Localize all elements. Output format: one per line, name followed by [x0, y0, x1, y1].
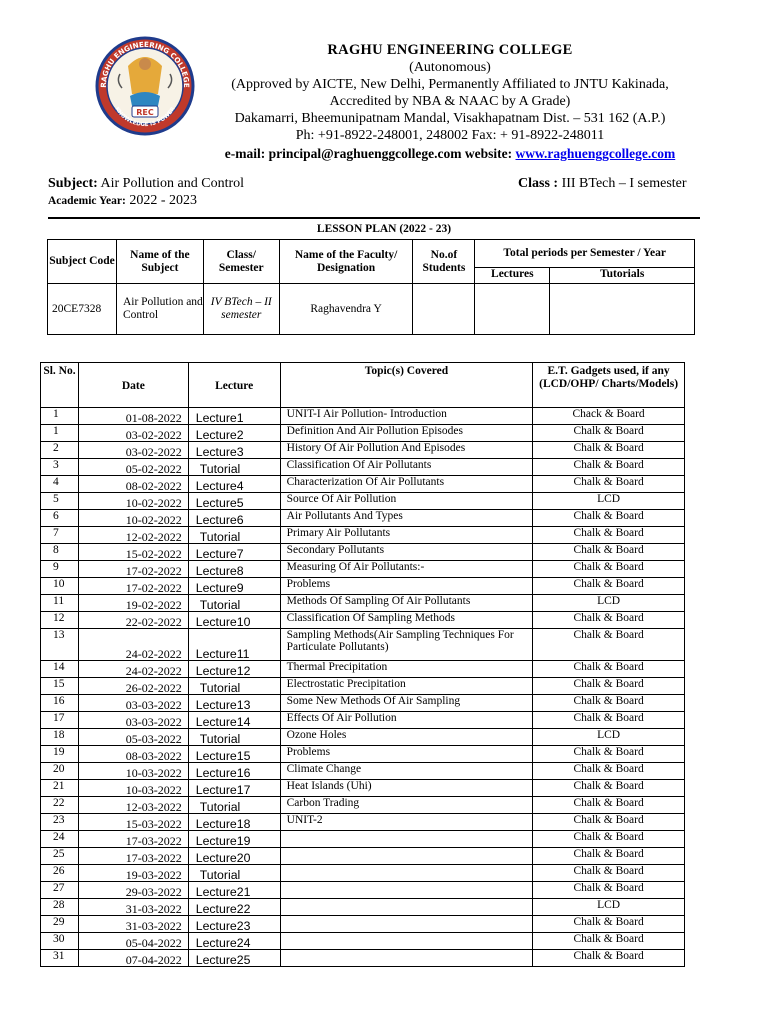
- date-cell: 03-02-2022: [78, 425, 188, 442]
- date-cell: 22-02-2022: [78, 612, 188, 629]
- sl-cell: 10: [41, 578, 79, 595]
- gadget-cell: Chalk & Board: [533, 746, 685, 763]
- table-row: [41, 544, 685, 561]
- class-value: III BTech – I semester: [558, 176, 687, 191]
- gadget-cell: LCD: [533, 729, 685, 746]
- date-cell: 17-02-2022: [78, 561, 188, 578]
- lecture-cell: Lecture6: [188, 510, 280, 527]
- table-row: [41, 527, 685, 544]
- topic-cell: Measuring Of Air Pollutants:-: [280, 561, 533, 578]
- table-row: [41, 493, 685, 510]
- class-semester-cell: IV BTech – II semester: [203, 284, 279, 335]
- gadget-cell: Chalk & Board: [533, 678, 685, 695]
- table-row: [41, 612, 685, 629]
- header-total-periods: Total periods per Semester / Year: [475, 240, 695, 268]
- header-subject-code: Subject Code: [48, 240, 117, 284]
- topic-cell: Heat Islands (Uhi): [280, 780, 533, 797]
- lecture-cell: Lecture12: [188, 661, 280, 678]
- subject-label: Subject:: [48, 176, 98, 191]
- topic-cell: Secondary Pollutants: [280, 544, 533, 561]
- topic-cell: Characterization Of Air Pollutants: [280, 476, 533, 493]
- lecture-cell: Lecture2: [188, 425, 280, 442]
- gadget-cell: Chalk & Board: [533, 780, 685, 797]
- table-row: [41, 442, 685, 459]
- sl-cell: 6: [41, 510, 79, 527]
- academic-year-value: 2022 - 2023: [125, 193, 197, 208]
- faculty-cell: Raghavendra Y: [279, 284, 413, 335]
- table-row: [41, 476, 685, 493]
- table-row: [41, 763, 685, 780]
- table-row: [41, 780, 685, 797]
- lecture-cell: Lecture5: [188, 493, 280, 510]
- header-gadgets: E.T. Gadgets used, if any (LCD/OHP/ Charts/Models): [533, 363, 685, 408]
- lecture-cell: Lecture3: [188, 442, 280, 459]
- date-cell: 17-03-2022: [78, 848, 188, 865]
- header-topics: Topic(s) Covered: [280, 363, 533, 408]
- gadget-cell: Chalk & Board: [533, 425, 685, 442]
- sl-cell: 22: [41, 797, 79, 814]
- topic-cell: Problems: [280, 578, 533, 595]
- gadget-cell: Chalk & Board: [533, 661, 685, 678]
- date-cell: 19-03-2022: [78, 865, 188, 882]
- subject-name-cell: Air Pollution and Control: [116, 284, 203, 335]
- lecture-cell: Tutorial: [188, 865, 280, 882]
- sl-cell: 20: [41, 763, 79, 780]
- date-cell: 05-03-2022: [78, 729, 188, 746]
- gadget-cell: Chalk & Board: [533, 933, 685, 950]
- topic-cell: [280, 950, 533, 967]
- gadget-cell: Chalk & Board: [533, 865, 685, 882]
- lecture-cell: Lecture1: [188, 408, 280, 425]
- header-faculty: Name of the Faculty/ Designation: [279, 240, 413, 284]
- sl-cell: 12: [41, 612, 79, 629]
- table-row: [41, 865, 685, 882]
- sl-cell: 30: [41, 933, 79, 950]
- gadget-cell: LCD: [533, 595, 685, 612]
- class-label: Class :: [518, 176, 559, 191]
- gadget-cell: LCD: [533, 493, 685, 510]
- gadget-cell: Chalk & Board: [533, 510, 685, 527]
- lecture-cell: Lecture16: [188, 763, 280, 780]
- sl-cell: 23: [41, 814, 79, 831]
- date-cell: 05-02-2022: [78, 459, 188, 476]
- table-row: [41, 933, 685, 950]
- lecture-cell: Lecture19: [188, 831, 280, 848]
- topic-cell: Some New Methods Of Air Sampling: [280, 695, 533, 712]
- autonomous-label: (Autonomous): [409, 60, 491, 75]
- college-logo: [92, 36, 198, 136]
- topic-cell: Source Of Air Pollution: [280, 493, 533, 510]
- topic-cell: Primary Air Pollutants: [280, 527, 533, 544]
- lecture-cell: Tutorial: [188, 678, 280, 695]
- sl-cell: 14: [41, 661, 79, 678]
- topic-cell: Classification Of Sampling Methods: [280, 612, 533, 629]
- table-row: [41, 578, 685, 595]
- topic-cell: [280, 899, 533, 916]
- sl-cell: 19: [41, 746, 79, 763]
- lecture-cell: Tutorial: [188, 797, 280, 814]
- gadget-cell: Chalk & Board: [533, 712, 685, 729]
- table-row: [41, 916, 685, 933]
- table-row: [41, 831, 685, 848]
- topic-cell: Air Pollutants And Types: [280, 510, 533, 527]
- lecture-cell: Tutorial: [188, 729, 280, 746]
- table-row: [41, 629, 685, 661]
- gadget-cell: Chalk & Board: [533, 527, 685, 544]
- class-line: [518, 176, 687, 192]
- date-cell: 31-03-2022: [78, 899, 188, 916]
- lecture-cell: Lecture15: [188, 746, 280, 763]
- gadget-cell: Chalk & Board: [533, 612, 685, 629]
- lecture-cell: Tutorial: [188, 527, 280, 544]
- topic-cell: UNIT-2: [280, 814, 533, 831]
- lecture-cell: Tutorial: [188, 595, 280, 612]
- gadget-cell: Chalk & Board: [533, 442, 685, 459]
- date-cell: 05-04-2022: [78, 933, 188, 950]
- table-row: [41, 561, 685, 578]
- topic-cell: Definition And Air Pollution Episodes: [280, 425, 533, 442]
- lecture-cell: Lecture9: [188, 578, 280, 595]
- academic-year-line: [48, 193, 197, 209]
- topic-cell: Carbon Trading: [280, 797, 533, 814]
- lecture-cell: Tutorial: [188, 459, 280, 476]
- date-cell: 08-02-2022: [78, 476, 188, 493]
- table-row: [41, 678, 685, 695]
- date-cell: 10-03-2022: [78, 780, 188, 797]
- date-cell: 24-02-2022: [78, 629, 188, 661]
- gadget-cell: Chalk & Board: [533, 831, 685, 848]
- gadget-cell: Chalk & Board: [533, 763, 685, 780]
- approval-line-1: (Approved by AICTE, New Delhi, Permanently Affiliated to JNTU Kakinada,: [231, 77, 669, 92]
- phone-line: Ph: +91-8922-248001, 248002 Fax: + 91-8922-248011: [295, 128, 605, 143]
- date-cell: 17-02-2022: [78, 578, 188, 595]
- date-cell: 15-02-2022: [78, 544, 188, 561]
- logo-center-text: REC: [136, 108, 154, 117]
- lecture-cell: Lecture8: [188, 561, 280, 578]
- lecture-cell: Lecture23: [188, 916, 280, 933]
- topic-cell: Climate Change: [280, 763, 533, 780]
- table-row: [41, 882, 685, 899]
- date-cell: 31-03-2022: [78, 916, 188, 933]
- topic-cell: Electrostatic Precipitation: [280, 678, 533, 695]
- gadget-cell: Chalk & Board: [533, 695, 685, 712]
- sl-cell: 31: [41, 950, 79, 967]
- sl-cell: 3: [41, 459, 79, 476]
- academic-year-label: Academic Year:: [48, 195, 126, 207]
- date-cell: 10-02-2022: [78, 510, 188, 527]
- topic-cell: [280, 916, 533, 933]
- topic-cell: [280, 831, 533, 848]
- gadget-cell: Chalk & Board: [533, 629, 685, 661]
- lecture-cell: Lecture24: [188, 933, 280, 950]
- table-row: [41, 408, 685, 425]
- sl-cell: 1: [41, 408, 79, 425]
- approval-line-2: Accredited by NBA & NAAC by A Grade): [329, 94, 571, 109]
- lecture-cell: Lecture13: [188, 695, 280, 712]
- table-row: [41, 848, 685, 865]
- letterhead: [0, 0, 768, 165]
- sl-cell: 9: [41, 561, 79, 578]
- lecture-cell: Lecture25: [188, 950, 280, 967]
- table-row: [41, 899, 685, 916]
- sl-cell: 1: [41, 425, 79, 442]
- sl-cell: 13: [41, 629, 79, 661]
- date-cell: 19-02-2022: [78, 595, 188, 612]
- schedule-table: [40, 362, 685, 967]
- topic-cell: [280, 865, 533, 882]
- header-lecture: Lecture: [188, 363, 280, 408]
- sl-cell: 28: [41, 899, 79, 916]
- table-row: [41, 950, 685, 967]
- table-row: [41, 797, 685, 814]
- sl-cell: 21: [41, 780, 79, 797]
- table-row: [41, 510, 685, 527]
- email-line: [195, 145, 705, 162]
- table-row: [41, 459, 685, 476]
- date-cell: 07-04-2022: [78, 950, 188, 967]
- date-cell: 03-03-2022: [78, 712, 188, 729]
- topic-cell: Methods Of Sampling Of Air Pollutants: [280, 595, 533, 612]
- website-link[interactable]: www.raghuenggcollege.com: [515, 146, 676, 161]
- date-cell: 29-03-2022: [78, 882, 188, 899]
- date-cell: 15-03-2022: [78, 814, 188, 831]
- sl-cell: 27: [41, 882, 79, 899]
- gadget-cell: Chalk & Board: [533, 578, 685, 595]
- topic-cell: UNIT-I Air Pollution- Introduction: [280, 408, 533, 425]
- date-cell: 10-02-2022: [78, 493, 188, 510]
- gadget-cell: Chalk & Board: [533, 882, 685, 899]
- lecture-cell: Lecture11: [188, 629, 280, 661]
- sl-cell: 15: [41, 678, 79, 695]
- lecture-cell: Lecture17: [188, 780, 280, 797]
- date-cell: 26-02-2022: [78, 678, 188, 695]
- sl-cell: 2: [41, 442, 79, 459]
- date-cell: 08-03-2022: [78, 746, 188, 763]
- sl-cell: 11: [41, 595, 79, 612]
- table-row: [41, 425, 685, 442]
- sl-cell: 24: [41, 831, 79, 848]
- email-text: e-mail: principal@raghuenggcollege.com website:: [224, 146, 516, 161]
- date-cell: 24-02-2022: [78, 661, 188, 678]
- course-info-table: [47, 239, 695, 335]
- table-row: [41, 746, 685, 763]
- gadget-cell: Chalk & Board: [533, 814, 685, 831]
- sl-cell: 17: [41, 712, 79, 729]
- date-cell: 03-02-2022: [78, 442, 188, 459]
- lecture-cell: Lecture18: [188, 814, 280, 831]
- date-cell: 01-08-2022: [78, 408, 188, 425]
- gadget-cell: Chack & Board: [533, 408, 685, 425]
- lesson-plan-title: LESSON PLAN (2022 - 23): [316, 223, 452, 235]
- topic-cell: History Of Air Pollution And Episodes: [280, 442, 533, 459]
- topic-cell: [280, 848, 533, 865]
- lecture-cell: Lecture4: [188, 476, 280, 493]
- subject-code-cell: 20CE7328: [48, 284, 117, 335]
- date-cell: 12-03-2022: [78, 797, 188, 814]
- header-tutorials: Tutorials: [550, 268, 695, 284]
- sl-cell: 16: [41, 695, 79, 712]
- letterhead-text: [195, 42, 705, 162]
- sl-cell: 18: [41, 729, 79, 746]
- gadget-cell: Chalk & Board: [533, 848, 685, 865]
- tutorials-cell: [550, 284, 695, 335]
- header-sl-no: Sl. No.: [41, 363, 79, 408]
- date-cell: 17-03-2022: [78, 831, 188, 848]
- date-cell: 12-02-2022: [78, 527, 188, 544]
- logo-motto: KNOWLEDGE IS POWER: [113, 106, 177, 129]
- topic-cell: Thermal Precipitation: [280, 661, 533, 678]
- gadget-cell: Chalk & Board: [533, 916, 685, 933]
- topic-cell: Classification Of Air Pollutants: [280, 459, 533, 476]
- sl-cell: 5: [41, 493, 79, 510]
- sl-cell: 7: [41, 527, 79, 544]
- address-line: Dakamarri, Bheemunipatnam Mandal, Visakhapatnam Dist. – 531 162 (A.P.): [234, 111, 666, 126]
- gadget-cell: Chalk & Board: [533, 476, 685, 493]
- gadget-cell: Chalk & Board: [533, 950, 685, 967]
- topic-cell: Sampling Methods(Air Sampling Techniques For Particulate Pollutants): [280, 629, 533, 661]
- table-row: [41, 814, 685, 831]
- subject-line: [48, 176, 244, 192]
- sl-cell: 8: [41, 544, 79, 561]
- header-lectures: Lectures: [475, 268, 550, 284]
- gadget-cell: Chalk & Board: [533, 561, 685, 578]
- divider: [48, 217, 700, 219]
- logo-top-text: RAGHU ENGINEERING COLLEGE: [98, 39, 192, 88]
- gadget-cell: LCD: [533, 899, 685, 916]
- table-row: [41, 595, 685, 612]
- header-students: No.of Students: [413, 240, 475, 284]
- college-name: RAGHU ENGINEERING COLLEGE: [327, 42, 573, 58]
- lecture-cell: Lecture10: [188, 612, 280, 629]
- header-class-semester: Class/ Semester: [203, 240, 279, 284]
- topic-cell: [280, 933, 533, 950]
- topic-cell: Effects Of Air Pollution: [280, 712, 533, 729]
- topic-cell: Problems: [280, 746, 533, 763]
- lectures-cell: [475, 284, 550, 335]
- students-cell: [413, 284, 475, 335]
- sl-cell: 26: [41, 865, 79, 882]
- gadget-cell: Chalk & Board: [533, 797, 685, 814]
- sl-cell: 29: [41, 916, 79, 933]
- lecture-cell: Lecture21: [188, 882, 280, 899]
- lecture-cell: Lecture7: [188, 544, 280, 561]
- lecture-cell: Lecture14: [188, 712, 280, 729]
- sl-cell: 4: [41, 476, 79, 493]
- topic-cell: Ozone Holes: [280, 729, 533, 746]
- date-cell: 03-03-2022: [78, 695, 188, 712]
- header-date: Date: [78, 363, 188, 408]
- lecture-cell: Lecture20: [188, 848, 280, 865]
- gadget-cell: Chalk & Board: [533, 544, 685, 561]
- subject-value: Air Pollution and Control: [97, 176, 245, 191]
- table-row: [41, 712, 685, 729]
- header-subject-name: Name of the Subject: [116, 240, 203, 284]
- table-row: [41, 695, 685, 712]
- date-cell: 10-03-2022: [78, 763, 188, 780]
- sl-cell: 25: [41, 848, 79, 865]
- gadget-cell: Chalk & Board: [533, 459, 685, 476]
- lecture-cell: Lecture22: [188, 899, 280, 916]
- table-row: [41, 729, 685, 746]
- table-row: [41, 661, 685, 678]
- topic-cell: [280, 882, 533, 899]
